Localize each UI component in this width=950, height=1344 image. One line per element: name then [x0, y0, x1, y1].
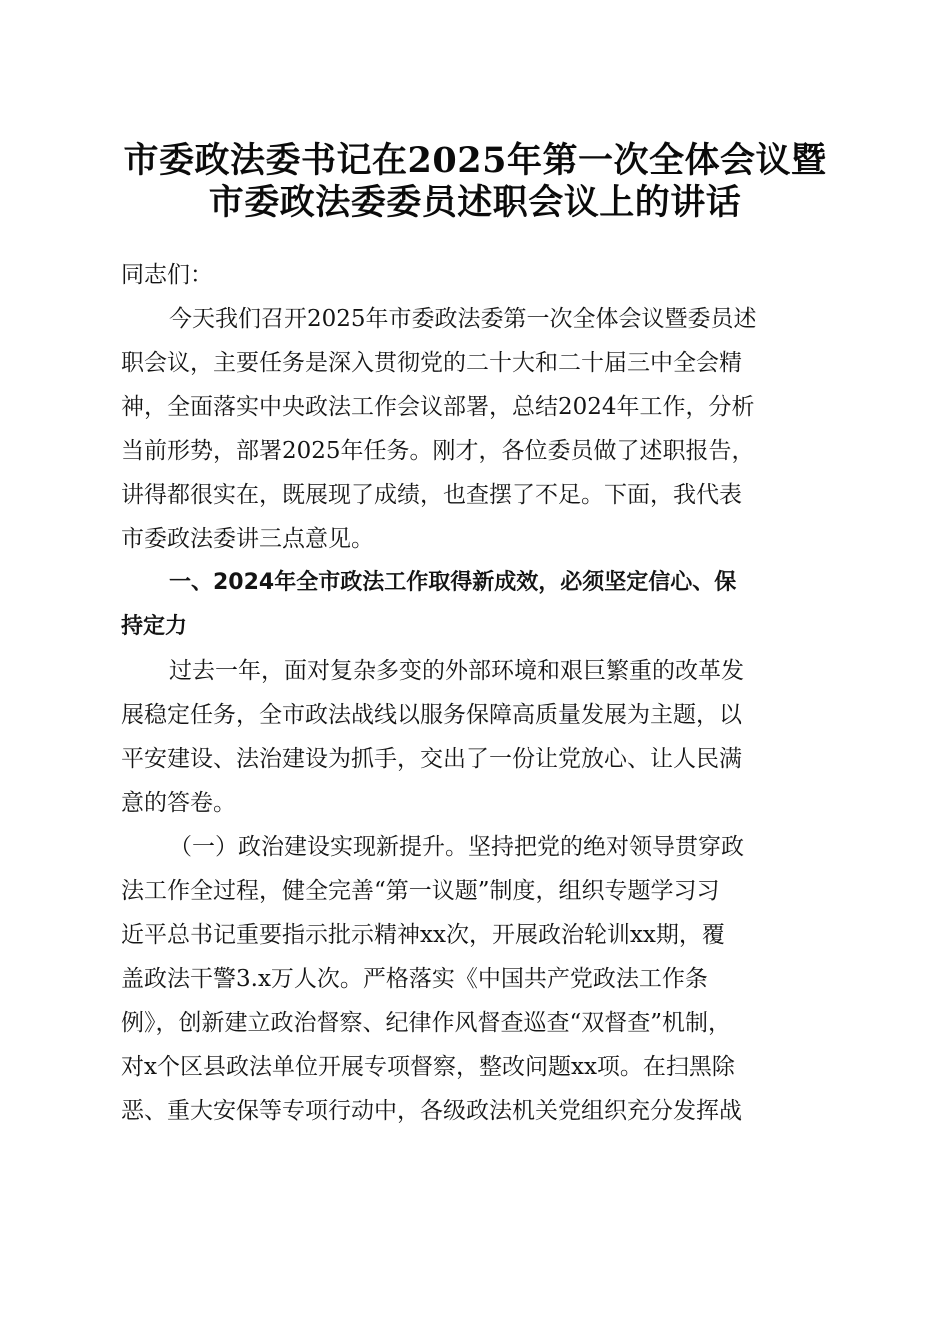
paragraph-line: 过去一年，面对复杂多变的外部环境和艰巨繁重的改革发: [169, 658, 744, 684]
section-paragraph: [121, 649, 835, 825]
document-title: [60, 140, 890, 224]
paragraph-line: 意的答卷。: [121, 790, 236, 816]
paragraph-line: 近平总书记重要指示批示精神xx次，开展政治轮训xx期，覆: [121, 922, 725, 948]
heading-line: 一、2024年全市政法工作取得新成效，必须坚定信心、保: [169, 570, 737, 595]
title-line-1: 市委政法委书记在2025年第一次全体会议暨: [123, 140, 827, 181]
paragraph-line: 对x个区县政法单位开展专项督察，整改问题xx项。在扫黑除: [121, 1054, 735, 1080]
subsection-paragraph: [121, 825, 835, 1133]
paragraph-line: 市委政法委讲三点意见。: [121, 526, 374, 552]
paragraph-line: 当前形势，部署2025年任务。刚才，各位委员做了述职报告，: [121, 438, 755, 464]
paragraph-line: 法工作全过程，健全完善“第一议题”制度，组织专题学习习: [121, 878, 720, 904]
paragraph-line: 职会议，主要任务是深入贯彻党的二十大和二十届三中全会精: [121, 350, 742, 376]
paragraph-line: （一）政治建设实现新提升。坚持把党的绝对领导贯穿政: [169, 834, 744, 860]
paragraph-line: 平安建设、法治建设为抓手，交出了一份让党放心、让人民满: [121, 746, 742, 772]
section-heading: [121, 561, 835, 649]
salutation: 同志们：: [121, 262, 213, 288]
paragraph-line: 神，全面落实中央政法工作会议部署，总结2024年工作，分析: [121, 394, 755, 420]
paragraph-line: 今天我们召开2025年市委政法委第一次全体会议暨委员述: [169, 306, 757, 332]
paragraph-line: 讲得都很实在，既展现了成绩，也查摆了不足。下面，我代表: [121, 482, 742, 508]
paragraph-line: 例》，创新建立政治督察、纪律作风督查巡查“双督查”机制，: [121, 1010, 732, 1036]
heading-line: 持定力: [121, 614, 188, 639]
title-line-2: 市委政法委委员述职会议上的讲话: [208, 182, 742, 223]
paragraph-line: 恶、重大安保等专项行动中，各级政法机关党组织充分发挥战: [121, 1098, 742, 1124]
document-body: [121, 253, 835, 1133]
intro-paragraph: [121, 297, 835, 561]
paragraph-line: 展稳定任务，全市政法战线以服务保障高质量发展为主题，以: [121, 702, 742, 728]
paragraph-line: 盖政法干警3.x万人次。严格落实《中国共产党政法工作条: [121, 966, 708, 992]
